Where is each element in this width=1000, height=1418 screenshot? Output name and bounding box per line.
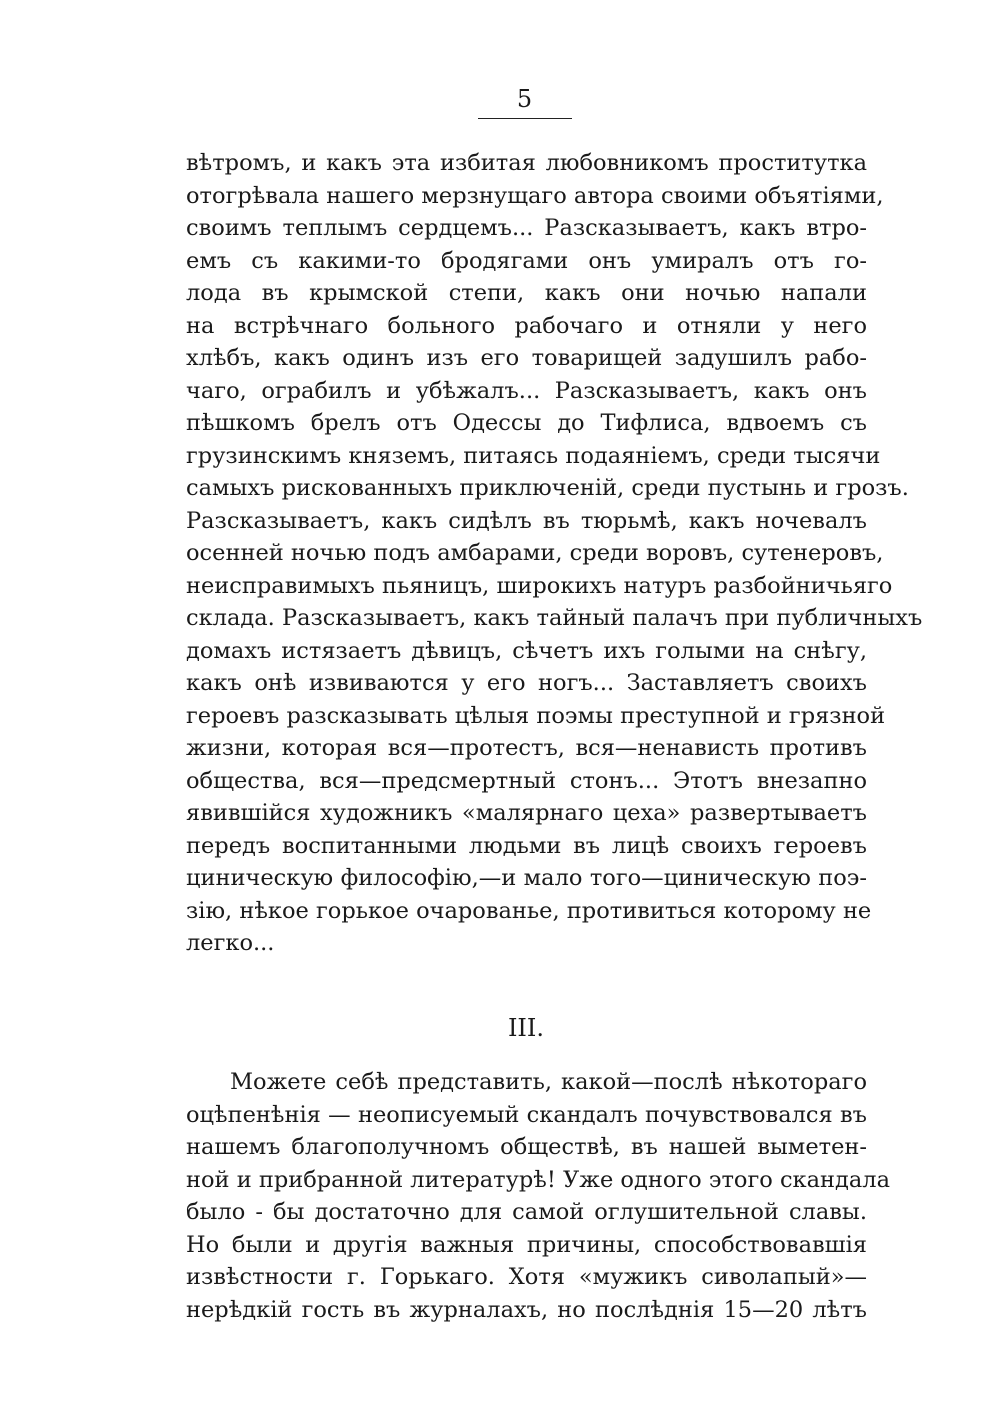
text-line: отогрѣвала нашего мерзнущаго автора своими объятіями,	[186, 182, 884, 209]
text-line: хлѣбъ, какъ одинъ изъ его товарищей задушилъ рабо-	[186, 345, 867, 371]
text-line: склада. Разсказываетъ, какъ тайный палачъ при публичныхъ	[186, 605, 923, 631]
text-line: какъ онѣ извиваются у его ногъ... Заставляетъ своихъ	[186, 670, 867, 696]
text-line: передъ воспитанными людьми въ лицѣ своихъ героевъ	[186, 832, 867, 859]
text-line: явившійся художникъ «малярнаго цеха» развертываетъ	[186, 800, 867, 826]
text-line: героевъ разсказывать цѣлыя поэмы преступной и грязной	[186, 702, 886, 729]
text-line: вѣтромъ, и какъ эта избитая любовникомъ проститутка	[186, 150, 867, 176]
page-number-rule	[478, 118, 572, 119]
text-line-last: легко...	[186, 930, 275, 956]
text-line: лода въ крымской степи, какъ они ночью напали	[186, 280, 867, 306]
section-heading: III.	[507, 1014, 545, 1042]
text-line: чаго, ограбилъ и убѣжалъ... Разсказываетъ, какъ онъ	[186, 377, 867, 404]
text-line: неисправимыхъ пьяницъ, широкихъ натуръ разбойничьяго	[186, 572, 893, 599]
text-line: извѣстности г. Горькаго. Хотя «мужикъ сиволапый»—	[186, 1264, 867, 1290]
text-line: Но были и другія важныя причины, способствовавшія	[186, 1231, 867, 1258]
text-line: циническую философію,—и мало того—циническую поэ-	[186, 865, 867, 891]
paragraph-1	[186, 147, 923, 960]
text-line: оцѣпенѣнія — неописуемый скандалъ почувствовался въ	[186, 1101, 867, 1128]
text-line: грузинскимъ княземъ, питаясь подаяніемъ, среди тысячи	[186, 442, 881, 469]
text-line: Разсказываетъ, какъ сидѣлъ въ тюрьмѣ, какъ ночевалъ	[186, 507, 867, 534]
text-line: осенней ночью подъ амбарами, среди воровъ, сутенеровъ,	[186, 540, 884, 566]
text-line: нерѣдкій гость въ журналахъ, но послѣднія 15—20 лѣтъ	[186, 1296, 867, 1323]
text-line: нашемъ благополучномъ обществѣ, въ нашей выметен-	[186, 1134, 867, 1160]
text-line: самыхъ рискованныхъ приключеній, среди пустынь и грозъ.	[186, 475, 909, 501]
text-line: жизни, которая вся—протестъ, вся—ненависть противъ	[186, 735, 867, 761]
text-line: емъ съ какими-то бродягами онъ умиралъ отъ го-	[186, 247, 867, 274]
text-line: своимъ теплымъ сердцемъ... Разсказываетъ, какъ втро-	[186, 215, 867, 241]
text-line: на встрѣчнаго больного рабочаго и отняли у него	[186, 312, 867, 339]
page-number: 5	[516, 85, 533, 113]
text-line: домахъ истязаетъ дѣвицъ, сѣчетъ ихъ голыми на снѣгу,	[186, 637, 867, 664]
text-line: общества, вся—предсмертный стонъ... Этотъ внезапно	[186, 767, 867, 794]
text-line: зію, нѣкое горькое очарованье, противиться которому не	[186, 897, 872, 924]
text-line: ной и прибранной литературѣ! Уже одного этого скандала	[186, 1166, 890, 1193]
paragraph-2	[186, 1066, 890, 1326]
text-line-first: Можете себѣ представить, какой—послѣ нѣкотораго	[230, 1069, 867, 1095]
text-line: было - бы достаточно для самой оглушительной славы.	[186, 1199, 867, 1225]
page-number-container	[0, 84, 1000, 114]
text-line: пѣшкомъ брелъ отъ Одессы до Тифлиса, вдвоемъ съ	[186, 410, 867, 436]
